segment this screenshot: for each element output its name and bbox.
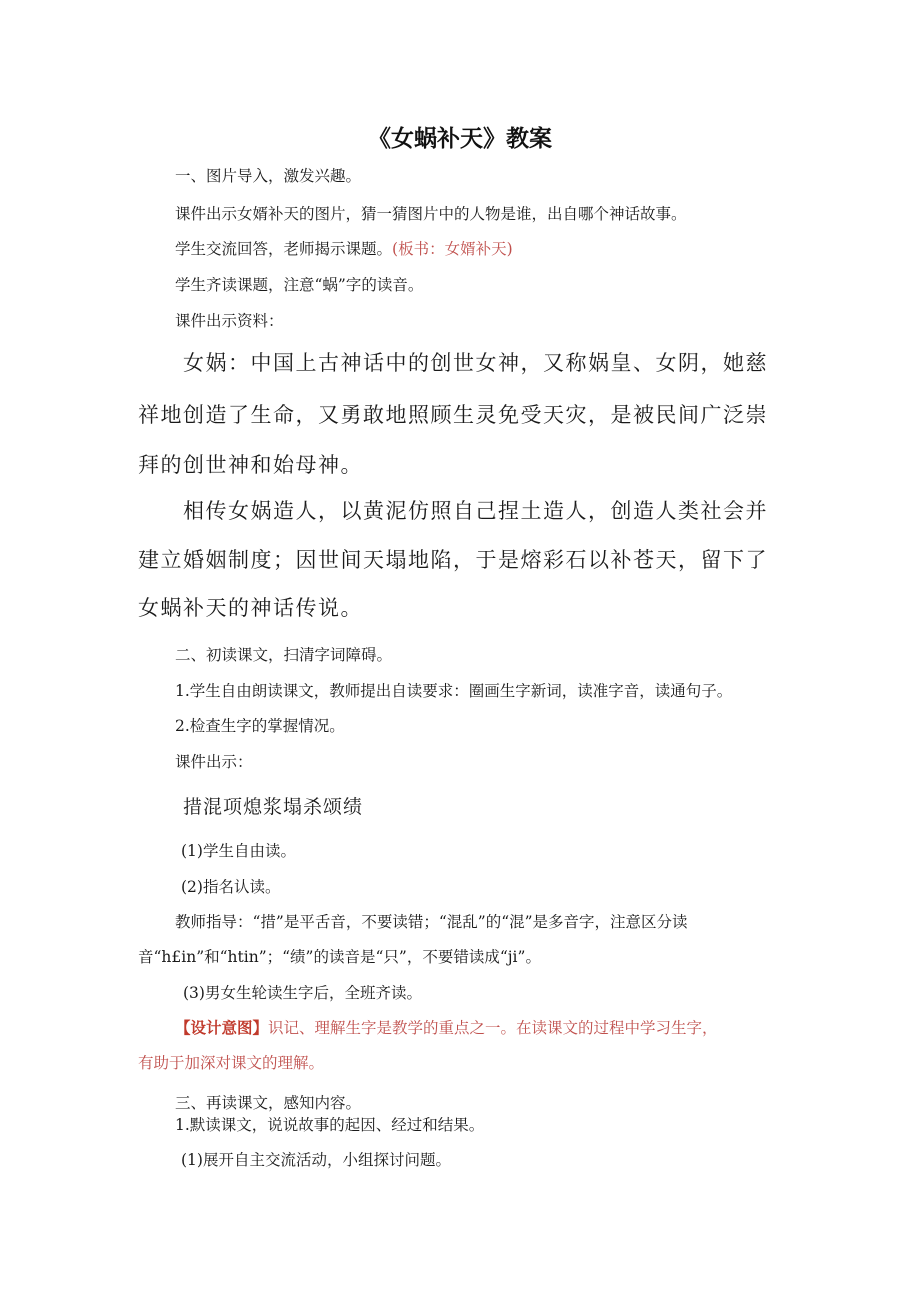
list-item: 1.默读课文，说说故事的起因、经过和结果。 bbox=[175, 1116, 485, 1134]
paragraph: 课件出示女婿补天的图片，猜一猜图片中的人物是谁，出自哪个神话故事。 bbox=[175, 205, 687, 223]
design-intent-tag: 【设计意图】 bbox=[175, 1018, 269, 1037]
paragraph: 音“h£in”和“htin”；“绩”的读音是“只”，不要错读成“ji”。 bbox=[138, 948, 541, 966]
paragraph: 教师指导：“措”是平舌音，不要读错；“混乱”的“混”是多音字，注意区分读 bbox=[175, 913, 688, 931]
paragraph: 课件出示资料： bbox=[175, 312, 284, 330]
design-intent-text: 识记、理解生字是教学的重点之一。在读课文的过程中学习生字， bbox=[268, 1019, 718, 1037]
paragraph-text: 学生交流回答，老师揭示课题。 bbox=[175, 240, 393, 258]
section-3-heading: 三、再读课文，感知内容。 bbox=[175, 1094, 362, 1112]
list-item: 1.学生自由朗读课文，教师提出自读要求：圈画生字新词，读准字音，读通句子。 bbox=[175, 682, 733, 700]
design-intent-text: 有助于加深对课文的理解。 bbox=[138, 1054, 325, 1072]
design-intent bbox=[175, 1018, 718, 1038]
material-line: 拜的创世神和始母神。 bbox=[138, 453, 363, 477]
material-line: 建立婚姻制度；因世间天塌地陷，于是熔彩石以补苍天，留下了 bbox=[138, 548, 768, 572]
paragraph: 课件出示： bbox=[175, 753, 253, 771]
blackboard-note: (板书：女婿补天) bbox=[392, 240, 513, 258]
list-item: 2.检查生字的掌握情况。 bbox=[175, 717, 345, 735]
paragraph: 学生齐读课题，注意“蜗”字的读音。 bbox=[175, 276, 424, 294]
material-line: 相传女娲造人，以黄泥仿照自己捏土造人，创造人类社会并 bbox=[183, 499, 768, 523]
material-line: 女蜗补天的神话传说。 bbox=[138, 596, 363, 620]
material-line: 祥地创造了生命，又勇敢地照顾生灵免受天灾，是被民间广泛崇 bbox=[138, 403, 768, 427]
list-item: (1)学生自由读。 bbox=[181, 842, 296, 860]
paragraph bbox=[175, 239, 513, 259]
new-characters: 措混项熄浆塌杀颂绩 bbox=[183, 796, 364, 818]
material-line: 女娲：中国上古神话中的创世女神，又称娲皇、女阴，她慈 bbox=[183, 351, 768, 375]
list-item: (3)男女生轮读生字后，全班齐读。 bbox=[183, 984, 422, 1002]
page-title: 《女蜗补天》教案 bbox=[368, 126, 552, 152]
section-1-heading: 一、图片导入，激发兴趣。 bbox=[175, 167, 362, 185]
list-item: (2)指名认读。 bbox=[181, 878, 281, 896]
list-item: (1)展开自主交流活动，小组探讨问题。 bbox=[181, 1151, 451, 1169]
section-2-heading: 二、初读课文，扫清字词障碍。 bbox=[175, 646, 393, 664]
